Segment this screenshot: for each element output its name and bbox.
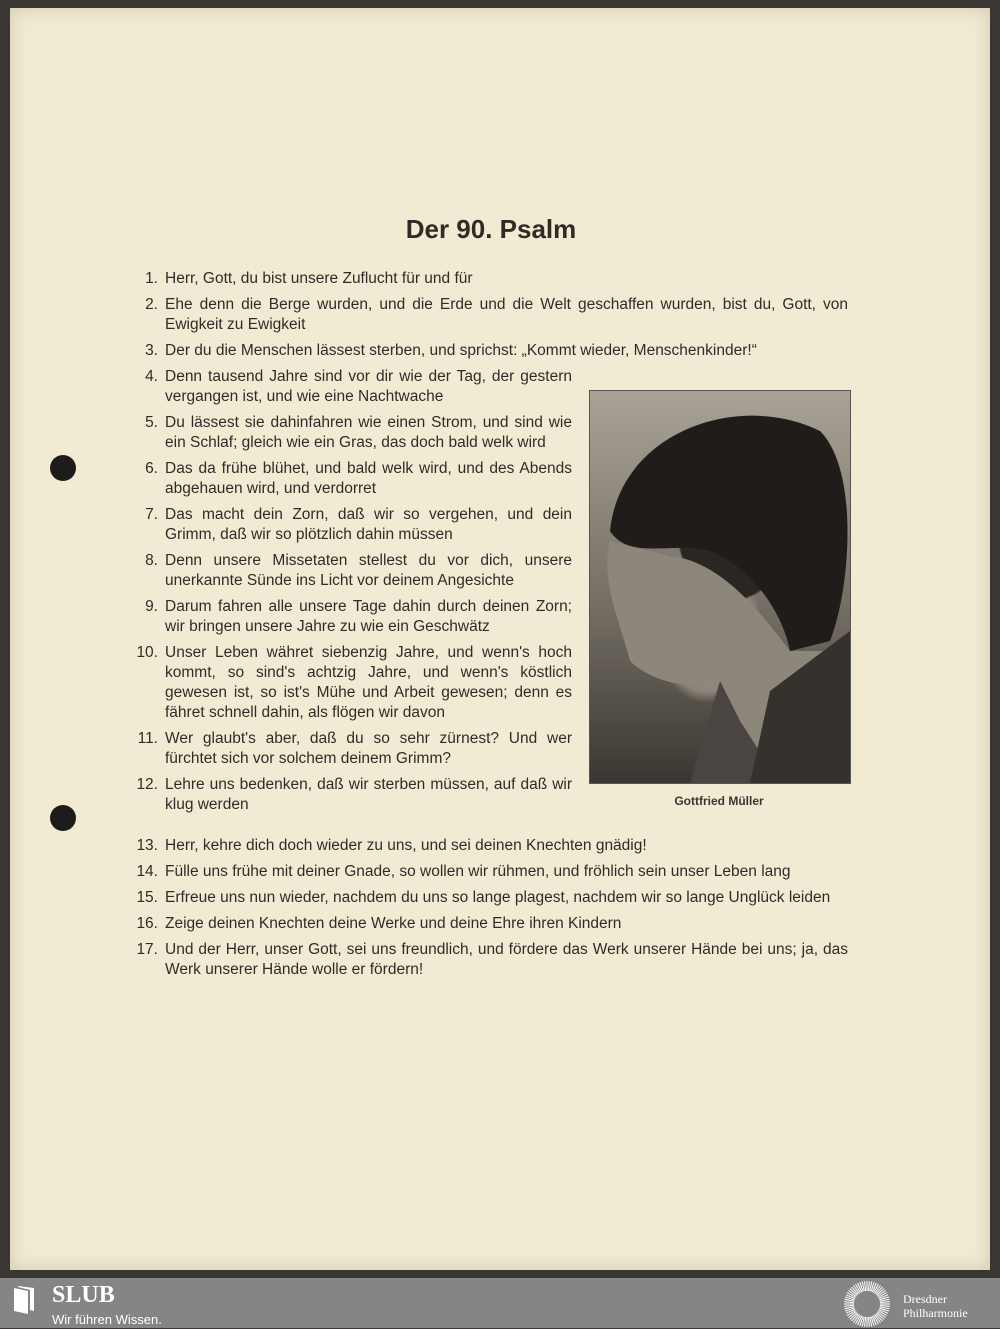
- verse-text: Lehre uns bedenken, daß wir sterben müssen, auf daß wir klug werden: [165, 776, 572, 813]
- verse-item: [136, 295, 848, 335]
- verse-item: [136, 729, 572, 769]
- page-title: Der 90. Psalm: [405, 214, 577, 244]
- verse-number: 6.: [145, 460, 158, 477]
- slub-slogan: Wir führen Wissen.: [52, 1312, 162, 1327]
- verse-item: [136, 551, 572, 591]
- verse-number: 1.: [145, 270, 158, 287]
- verse-item: [136, 836, 848, 856]
- verse-number: 8.: [145, 552, 158, 569]
- verse-number: 5.: [145, 414, 158, 431]
- verse-text: Darum fahren alle unsere Tage dahin durch deinen Zorn; wir bringen unsere Jahre zu wie ein Geschwätz: [165, 598, 572, 635]
- verse-text: Das macht dein Zorn, daß wir so vergehen, und dein Grimm, daß wir so plötzlich dahin müssen: [165, 506, 572, 543]
- verse-item: [136, 505, 572, 545]
- verse-number: 2.: [145, 296, 158, 313]
- verse-item: [136, 862, 848, 882]
- verse-number: 17.: [136, 941, 158, 958]
- verse-list-bottom: [136, 836, 848, 986]
- verse-item: [136, 367, 572, 407]
- verse-item: [136, 888, 848, 908]
- verse-text: Fülle uns frühe mit deiner Gnade, so wollen wir rühmen, und fröhlich sein unser Leben lang: [165, 863, 791, 880]
- verse-number: 16.: [136, 915, 158, 932]
- verse-item: [136, 413, 572, 453]
- slub-logo-icon: [12, 1285, 38, 1315]
- verse-item: [136, 775, 572, 815]
- verse-text: Und der Herr, unser Gott, sei uns freundlich, und fördere das Werk unserer Hände bei uns; ja, das Werk unserer Hände wolle er fördern!: [165, 941, 848, 978]
- footer-bar: [0, 1278, 1000, 1328]
- verse-text: Erfreue uns nun wieder, nachdem du uns so lange plagest, nachdem wir so lange Unglück leiden: [165, 889, 831, 906]
- verse-number: 14.: [136, 863, 158, 880]
- verse-text: Zeige deinen Knechten deine Werke und deine Ehre ihren Kindern: [165, 915, 622, 932]
- verse-text: Der du die Menschen lässest sterben, und sprichst: „Kommt wieder, Menschenkinder!“: [165, 342, 757, 359]
- portrait-photo: [589, 390, 851, 784]
- punch-hole: [50, 455, 76, 481]
- philharmonie-logo-icon: [842, 1279, 892, 1329]
- verse-item: [136, 940, 848, 980]
- verse-text: Wer glaubt's aber, daß du so sehr zürnest? Und wer fürchtet sich vor solchem deinem Grimm?: [165, 730, 572, 767]
- verse-list-top: [136, 269, 848, 367]
- photo-caption: Gottfried Müller: [674, 794, 764, 808]
- verse-item: [136, 269, 848, 289]
- verse-item: [136, 643, 572, 723]
- partner-line2: Philharmonie: [903, 1306, 968, 1320]
- partner-line1: Dresdner: [903, 1292, 947, 1306]
- verse-number: 12.: [136, 776, 158, 793]
- verse-text: Herr, kehre dich doch wieder zu uns, und sei deinen Knechten gnädig!: [165, 837, 647, 854]
- verse-number: 4.: [145, 368, 158, 385]
- slub-logo-text: SLUB: [52, 1282, 115, 1308]
- portrait-image: [590, 391, 850, 783]
- verse-text: Ehe denn die Berge wurden, und die Erde und die Welt geschaffen wurden, bist du, Gott, von Ewigkeit zu Ewigkeit: [165, 296, 848, 333]
- verse-item: [136, 341, 848, 361]
- verse-number: 3.: [145, 342, 158, 359]
- verse-item: [136, 597, 572, 637]
- verse-number: 10.: [136, 644, 158, 661]
- verse-item: [136, 459, 572, 499]
- verse-number: 15.: [136, 889, 158, 906]
- partner-name: [903, 1292, 968, 1320]
- verse-text: Das da frühe blühet, und bald welk wird, und des Abends abgehauen wird, und verdorret: [165, 460, 572, 497]
- verse-number: 9.: [145, 598, 158, 615]
- verse-text: Denn unsere Missetaten stellest du vor dich, unsere unerkannte Sünde ins Licht vor deinem Angesichte: [165, 552, 572, 589]
- verse-number: 11.: [137, 730, 158, 747]
- verse-list-middle: [136, 367, 572, 821]
- verse-number: 13.: [136, 837, 158, 854]
- verse-item: [136, 914, 848, 934]
- verse-text: Herr, Gott, du bist unsere Zuflucht für und für: [165, 270, 473, 287]
- punch-hole: [50, 805, 76, 831]
- verse-text: Du lässest sie dahinfahren wie einen Strom, und sind wie ein Schlaf; gleich wie ein Gras, das doch bald welk wird: [165, 414, 572, 451]
- verse-text: Unser Leben währet siebenzig Jahre, und wenn's hoch kommt, so sind's achtzig Jahre, und wenn's köstlich gewesen ist, so ist's Mühe und Arbeit gewesen; denn es fähret schnell dahin, als flögen wir davon: [165, 644, 572, 721]
- verse-text: Denn tausend Jahre sind vor dir wie der Tag, der gestern vergangen ist, und wie eine Nachtwache: [165, 368, 572, 405]
- verse-number: 7.: [145, 506, 158, 523]
